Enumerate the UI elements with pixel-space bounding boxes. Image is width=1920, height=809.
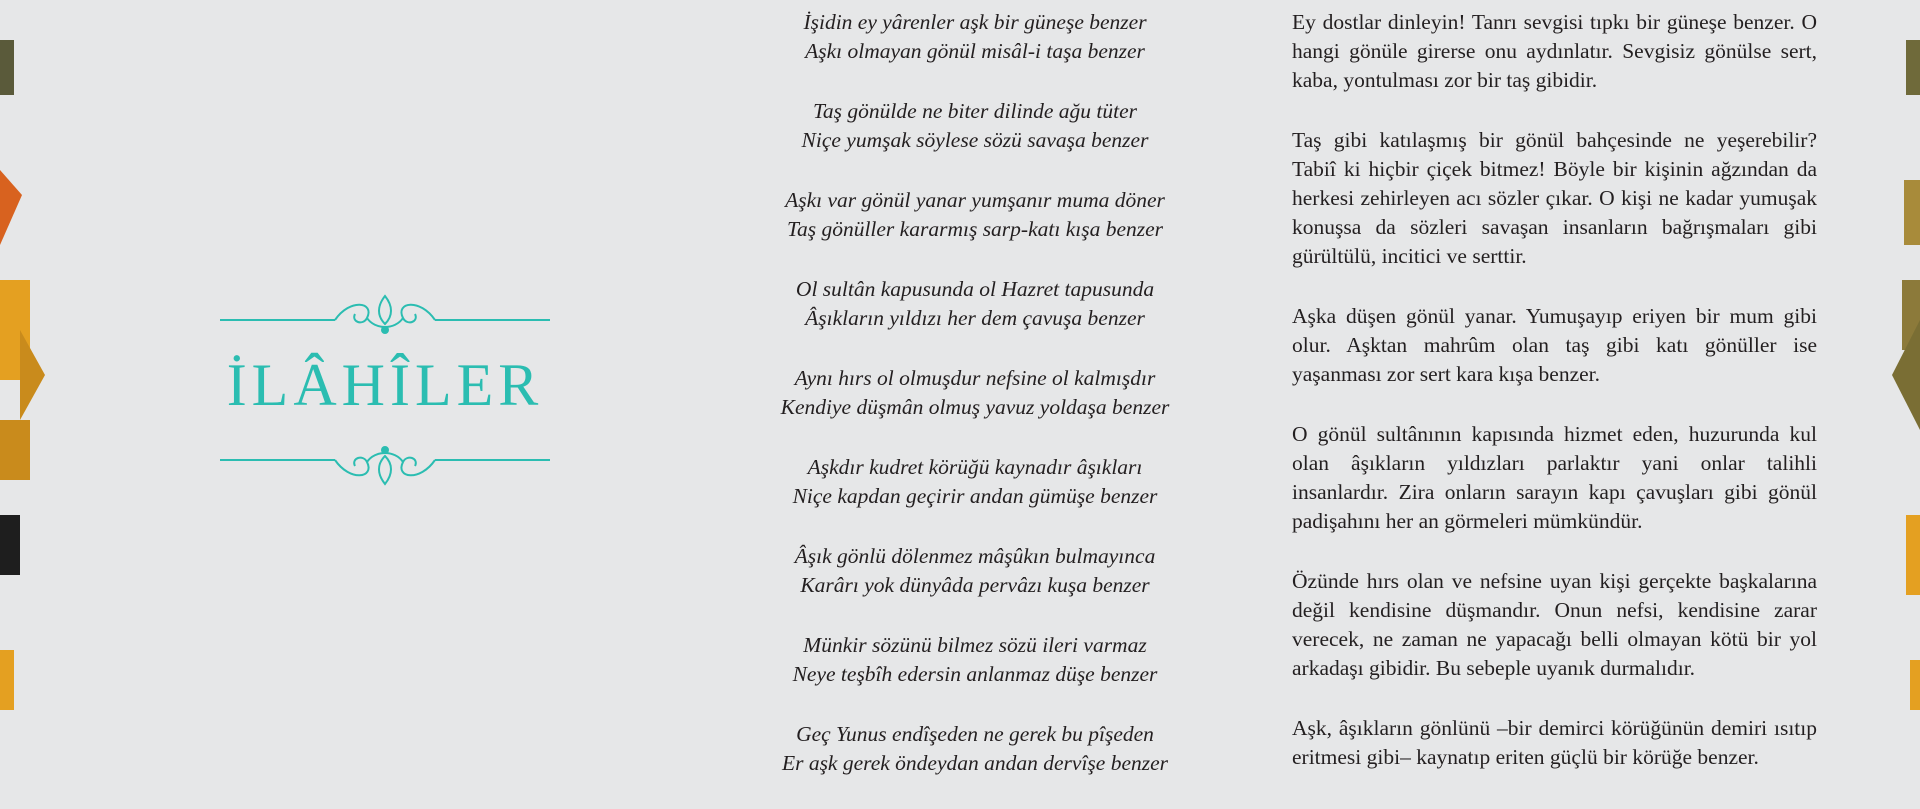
- poem-line: Âşık gönlü dölenmez mâşûkın bulmayınca: [794, 544, 1156, 568]
- commentary-paragraph: Ey dostlar dinleyin! Tanrı sevgisi tıpkı bir güneşe benzer. O hangi gönüle girerse onu aydınlatır. Sevgisiz gönülse sert, kaba, yontulması zor bir taş gibidir.: [1292, 10, 1817, 92]
- section-title: İLÂHÎLER: [226, 352, 544, 418]
- poem-stanza: [700, 186, 1250, 244]
- poem-line: Âşıkların yıldızı her dem çavuşa benzer: [805, 306, 1145, 330]
- bottom-flourish-ornament: [205, 440, 565, 490]
- commentary-paragraph: O gönül sultânının kapısında hizmet eden, huzurunda kul olan âşıkların yıldızları parlaktır yani onlar talihli insanlardır. Zira onların sarayın kapı çavuşları gibi gönül padişahını her an görmeleri mümkündür.: [1292, 422, 1817, 533]
- poem-line: Niçe kapdan geçirir andan gümüşe benzer: [792, 484, 1158, 508]
- poem-line: Ol sultân kapusunda ol Hazret tapusunda: [795, 277, 1155, 301]
- poem-stanza: [700, 453, 1250, 511]
- right-border-ornament: [1860, 0, 1920, 750]
- commentary-paragraph: Taş gibi katılaşmış bir gönül bahçesinde ne yeşerebilir? Tabiî ki hiçbir çiçek bitmez! Böyle bir kişinin ağzından da herkesi zehirleyen acı sözler çıkar. O kişi ne kadar yumuşak konuşsa da sözleri savaşan insanların bağrışmaları gibi gürültülü, incitici ve serttir.: [1292, 128, 1817, 268]
- poem-line: Taş gönüller kararmış sarp-katı kışa benzer: [786, 217, 1164, 241]
- poem-line: Aşkı olmayan gönül misâl-i taşa benzer: [805, 39, 1145, 63]
- poem-stanza: [700, 364, 1250, 422]
- poem-line: Neye teşbîh edersin anlanmaz düşe benzer: [792, 662, 1158, 686]
- poem-line: Karârı yok dünyâda pervâzı kuşa benzer: [800, 573, 1150, 597]
- poem-line: Geç Yunus endîşeden ne gerek bu pîşeden: [796, 722, 1154, 746]
- poem-stanza: [700, 8, 1250, 66]
- poem-stanza: [700, 631, 1250, 689]
- poem-stanza: [700, 542, 1250, 600]
- section-title-block: [205, 290, 565, 490]
- commentary-paragraph: Özünde hırs olan ve nefsine uyan kişi gerçekte başkalarına değil kendisine düşmandır. Onun nefsi, kendisine zarar verecek, ne zaman ne yapacağı belli olmayan kötü bir yol arkadaşı gibidir. Bu sebeple uyanık durmalıdır.: [1292, 569, 1817, 680]
- poem-line: Niçe yumşak söylese sözü savaşa benzer: [801, 128, 1149, 152]
- poem-stanza: [700, 720, 1250, 778]
- poem-line: Kendiye düşmân olmuş yavuz yoldaşa benzer: [780, 395, 1170, 419]
- poem-line: Er aşk gerek öndeydan andan dervîşe benzer: [781, 751, 1169, 775]
- poem-line: Taş gönülde ne biter dilinde ağu tüter: [812, 99, 1138, 123]
- poem-stanza: [700, 275, 1250, 333]
- poem-line: Aşkdır kudret körüğü kaynadır âşıkları: [807, 455, 1143, 479]
- top-flourish-ornament: [205, 290, 565, 340]
- commentary-column: [1292, 8, 1817, 803]
- poem-line: Aşkı var gönül yanar yumşanır muma döner: [785, 188, 1165, 212]
- poem-column: [700, 8, 1250, 809]
- poem-line: Münkir sözünü bilmez sözü ileri varmaz: [803, 633, 1147, 657]
- poem-line: Aynı hırs ol olmuşdur nefsine ol kalmışdır: [794, 366, 1156, 390]
- poem-line: İşidin ey yârenler aşk bir güneşe benzer: [803, 10, 1147, 34]
- commentary-paragraph: Aşka düşen gönül yanar. Yumuşayıp eriyen bir mum gibi olur. Aşktan mahrûm olan taş gibi katı gönüller ise yaşanması zor sert kara kışa benzer.: [1292, 304, 1817, 386]
- poem-stanza: [700, 97, 1250, 155]
- left-border-ornament: [0, 0, 60, 750]
- commentary-paragraph: Aşk, âşıkların gönlünü –bir demirci körüğünün demiri ısıtıp eritmesi gibi– kaynatıp eriten güçlü bir körüğe benzer.: [1292, 716, 1817, 769]
